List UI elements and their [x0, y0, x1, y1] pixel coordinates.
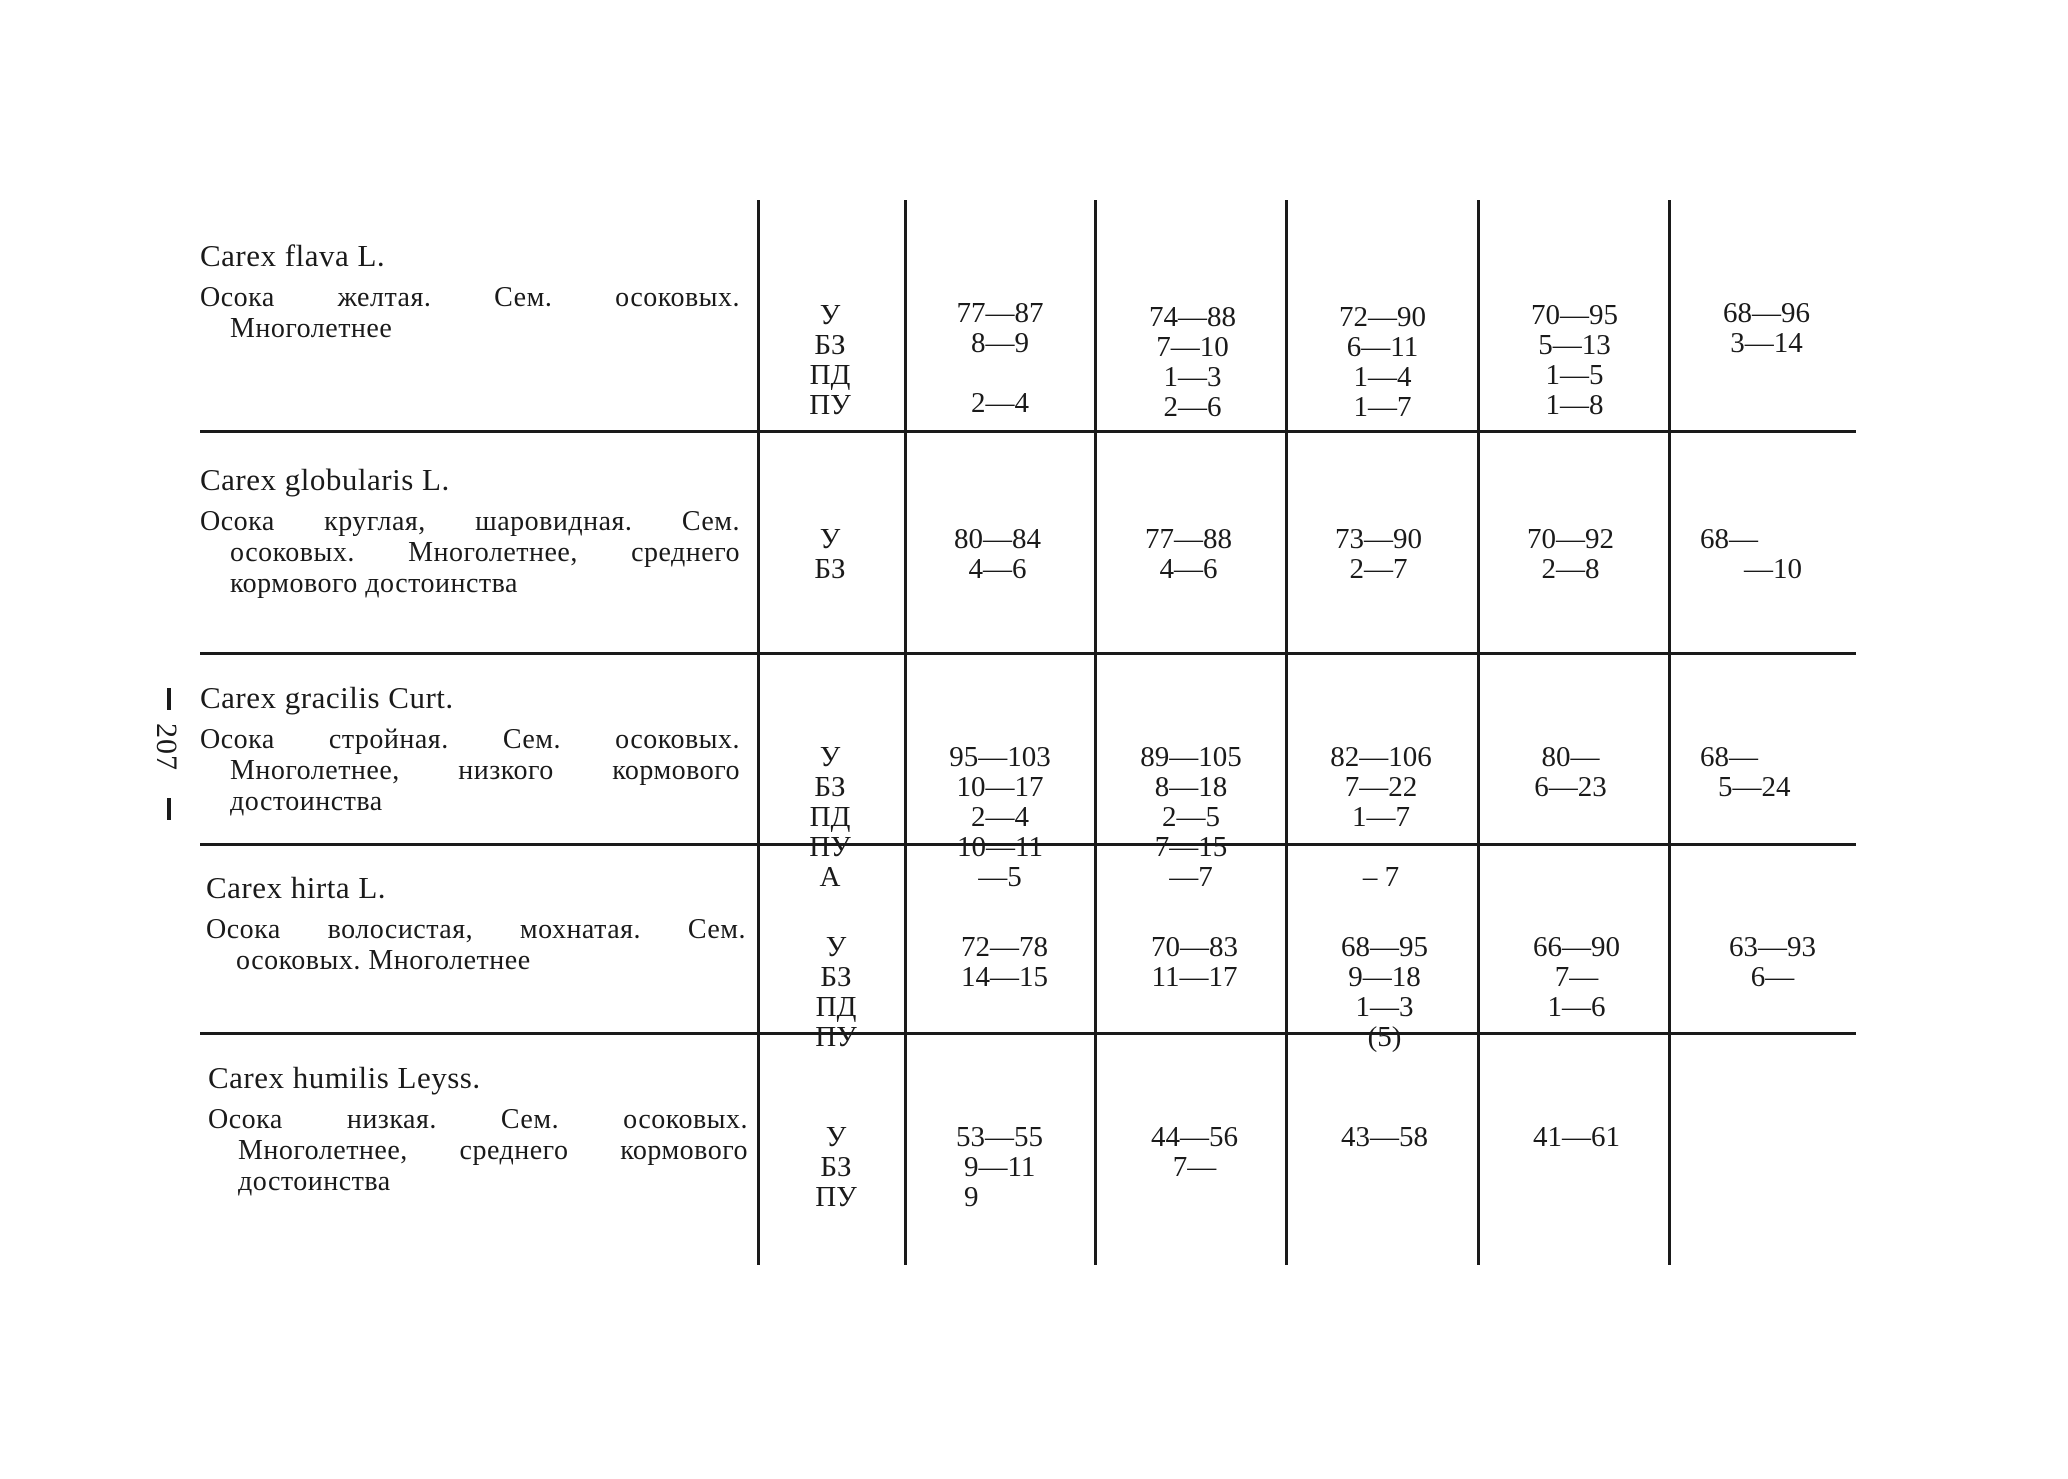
column-separator: [1285, 200, 1288, 1265]
row-separator: [200, 652, 1856, 655]
value-column: 41—61: [1533, 1121, 1620, 1153]
value-column: 63—93 6—: [1729, 931, 1816, 993]
label-column: У БЗ ПД ПУ А: [809, 741, 851, 893]
value-column: 73—90 2—7: [1335, 523, 1422, 585]
species-description: Осока волосистая, мохнатая. Сем. осоковых. Многолетнее: [206, 914, 746, 976]
value-column: 77—88 4—6: [1145, 523, 1232, 585]
label-column: У БЗ: [814, 523, 846, 585]
species-cell: [208, 1060, 748, 1197]
value-column: 70—92 2—8: [1527, 523, 1614, 585]
column-separator: [757, 200, 760, 1265]
species-cell: [200, 462, 740, 599]
value-column: 44—56 7—: [1151, 1121, 1238, 1183]
value-column: 68—96 3—14: [1723, 297, 1810, 359]
label-column: У БЗ ПУ: [815, 1121, 857, 1213]
value-column: 70—83 11—17: [1151, 931, 1238, 993]
value-column: [1690, 1062, 1855, 1272]
species-latin-name: Carex humilis Leyss.: [208, 1060, 481, 1095]
column-separator: [1668, 200, 1671, 1265]
column-separator: [1094, 200, 1097, 1265]
value-column: 72—78 14—15: [961, 931, 1048, 993]
page-number-dash: [167, 798, 171, 820]
label-column: У БЗ ПД ПУ: [809, 299, 851, 421]
species-latin-name: Carex globularis L.: [200, 462, 450, 497]
species-cell: [206, 870, 746, 976]
value-column: 68— 5—24: [1700, 741, 1791, 803]
value-column: 68—95 9—18 1—3 (5): [1341, 931, 1428, 1053]
page-number: [140, 688, 200, 818]
page-number-text: 207: [150, 723, 183, 771]
value-column: 82—106 7—22 1—7 – 7: [1330, 741, 1432, 893]
species-cell: [200, 680, 740, 817]
value-column: 80—84 4—6: [954, 523, 1041, 585]
value-column: 43—58: [1341, 1121, 1428, 1153]
species-description: Осока круглая, шаровидная. Сем. осоковых. Многолетнее, среднего кормового достоинства: [200, 506, 740, 599]
value-column: 74—88 7—10 1—3 2—6: [1149, 301, 1236, 423]
species-description: Осока низкая. Сем. осоковых. Многолетнее, среднего кормового достоинства: [208, 1104, 748, 1197]
value-column: 70—95 5—13 1—5 1—8: [1531, 299, 1618, 421]
value-column: 80— 6—23: [1534, 741, 1607, 803]
value-column: 68— —10: [1700, 523, 1802, 585]
species-description: Осока желтая. Сем. осоковых. Многолетнее: [200, 282, 740, 344]
species-cell: [200, 238, 740, 344]
species-latin-name: Carex hirta L.: [206, 870, 387, 905]
value-column: 72—90 6—11 1—4 1—7: [1339, 301, 1426, 423]
value-column: 77—87 8—9 2—4: [956, 297, 1044, 419]
value-column: 89—105 8—18 2—5 7—15 —7: [1140, 741, 1242, 893]
column-separator: [1477, 200, 1480, 1265]
species-latin-name: Carex gracilis Curt.: [200, 680, 454, 715]
species-latin-name: Carex flava L.: [200, 238, 386, 273]
label-column: У БЗ ПД ПУ: [815, 931, 857, 1053]
column-separator: [904, 200, 907, 1265]
species-description: Осока стройная. Сем. осоковых. Многолетнее, низкого кормового достоинства: [200, 724, 740, 817]
value-column: 95—103 10—17 2—4 10—11 —5: [949, 741, 1051, 893]
value-column: 66—90 7— 1—6: [1533, 931, 1620, 1023]
value-column: 53—55 9—11 9: [956, 1121, 1043, 1213]
